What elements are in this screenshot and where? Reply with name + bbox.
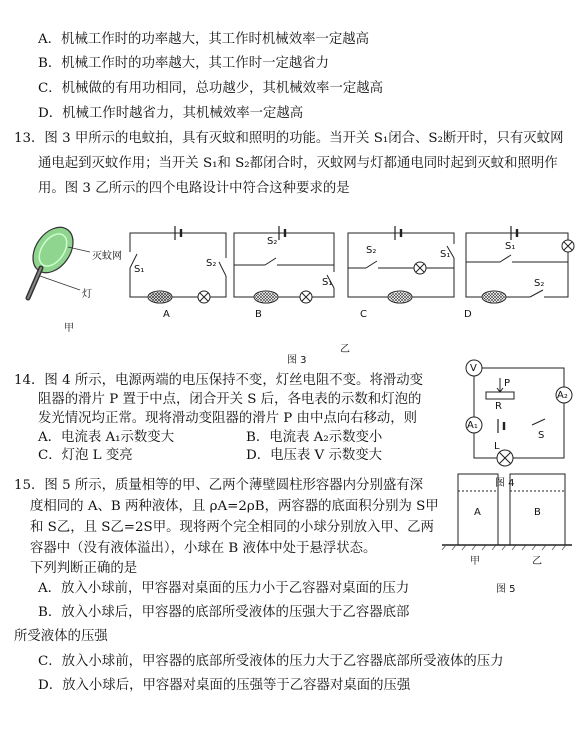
fig5-container-jia-label: 甲 <box>470 556 480 567</box>
q12-option-a: A．机械工作时的功率越大，其工作时机械效率一定越高 <box>38 32 370 47</box>
q14-stem-line-1: 14．图 4 所示，电源两端的电压保持不变，灯丝电阻不变。将滑动变 <box>14 373 424 388</box>
figure-3-caption: 图 3 <box>287 355 307 366</box>
q14-option-d: D．电压表 V 示数变大 <box>246 448 383 463</box>
fig4-switch-label: S <box>538 430 545 441</box>
mosquito-racket-illustration <box>25 220 90 298</box>
q14-option-a: A．电流表 A₁示数变大 <box>38 430 175 445</box>
fig4-ammeter-a1-label: A₁ <box>467 420 478 431</box>
fig5-liquid-a-label: A <box>474 507 481 518</box>
fig4-lamp-label: L <box>494 441 500 452</box>
q14-option-c: C．灯泡 L 变亮 <box>38 448 133 463</box>
q14-stem-line-3: 发光情况均正常。现将滑动变阻器的滑片 P 由中点向右移动，则 <box>38 411 418 426</box>
label-c-s1: S₁ <box>440 249 451 260</box>
fig4-slider-label: P <box>504 378 511 389</box>
circuit-label-d: D <box>464 309 472 320</box>
fig4-ammeter-a2-label: A₂ <box>557 390 568 401</box>
q14-stem-line-2: 阻器的滑片 P 置于中点，闭合开关 S 后，各电表的示数和灯泡的 <box>38 392 422 407</box>
figure-5-caption: 图 5 <box>496 584 516 595</box>
q15-option-a: A．放入小球前，甲容器对桌面的压力小于乙容器对桌面的压力 <box>38 581 410 596</box>
q15-stem-line-3: 和 S乙，且 S乙=2S甲。现将两个完全相同的小球分别放入甲、乙两 <box>30 520 434 535</box>
fig4-voltmeter-label: V <box>470 363 477 374</box>
fig5-container-yi-label: 乙 <box>532 556 542 567</box>
label-yi-fig3: 乙 <box>340 344 350 355</box>
circuit-label-b: B <box>255 309 262 320</box>
label-a-s2: S₂ <box>206 258 217 269</box>
fig5-liquid-b-label: B <box>534 507 541 518</box>
q15-option-d: D．放入小球后，甲容器对桌面的压强等于乙容器对桌面的压强 <box>38 678 411 693</box>
label-jia-fig3: 甲 <box>64 323 74 334</box>
label-d-s1: S₁ <box>505 241 516 252</box>
q15-option-b-continued: 所受液体的压强 <box>14 629 108 644</box>
q15-stem-line-4: 容器中（没有液体溢出），小球在 B 液体中处于悬浮状态。 <box>30 541 377 556</box>
q15-stem-line-2: 度相同的 A、B 两种液体，且 ρA=2ρB，两容器的底面积分别为 S甲 <box>30 499 439 514</box>
q13-stem-line-1: 13．图 3 甲所示的电蚊拍，具有灭蚊和照明的功能。当开关 S₁闭合、S₂断开时，只有灭蚊网 <box>14 131 564 146</box>
circuit-label-c: C <box>360 309 367 320</box>
q12-option-b: B．机械工作时的功率越大，其工作时一定越省力 <box>38 56 330 71</box>
label-b-s2: S₂ <box>267 236 278 247</box>
q13-stem-line-2: 通电起到灭蚊作用；当开关 S₁和 S₂都闭合时，灭蚊网与灯都通电同时起到灭蚊和照明作 <box>38 156 558 171</box>
label-c-s2: S₂ <box>366 245 377 256</box>
circuit-b <box>234 226 334 303</box>
q15-option-b: B．放入小球后，甲容器的底部所受液体的压强大于乙容器底部 <box>38 605 410 620</box>
label-mosquito-net: 灭蚊网 <box>92 251 122 262</box>
q12-option-d: D．机械工作时越省力，其机械效率一定越高 <box>38 106 304 121</box>
q15-stem-line-5: 下列判断正确的是 <box>30 561 138 576</box>
circuit-d <box>466 226 574 303</box>
circuit-label-a: A <box>163 309 170 320</box>
label-lamp: 灯 <box>82 289 92 300</box>
q13-stem-line-3: 用。图 3 乙所示的四个电路设计中符合这种要求的是 <box>38 181 350 196</box>
label-a-s1: S₁ <box>134 264 145 275</box>
label-d-s2: S₂ <box>534 278 545 289</box>
figure-4-caption: 图 4 <box>495 478 515 489</box>
circuit-c <box>348 226 454 303</box>
figure-4-circuit <box>466 360 572 466</box>
label-b-s1: S₁ <box>322 277 333 288</box>
q15-option-c: C．放入小球前，甲容器的底部所受液体的压力大于乙容器底部所受液体的压力 <box>38 654 504 669</box>
q14-option-b: B．电流表 A₂示数变小 <box>246 430 383 445</box>
q12-option-c: C．机械做的有用功相同，总功越少，其机械效率一定越高 <box>38 81 384 96</box>
q15-stem-line-1: 15．图 5 所示，质量相等的甲、乙两个薄壁圆柱形容器内分别盛有深 <box>14 478 424 493</box>
fig4-rheostat-label: R <box>495 401 502 412</box>
